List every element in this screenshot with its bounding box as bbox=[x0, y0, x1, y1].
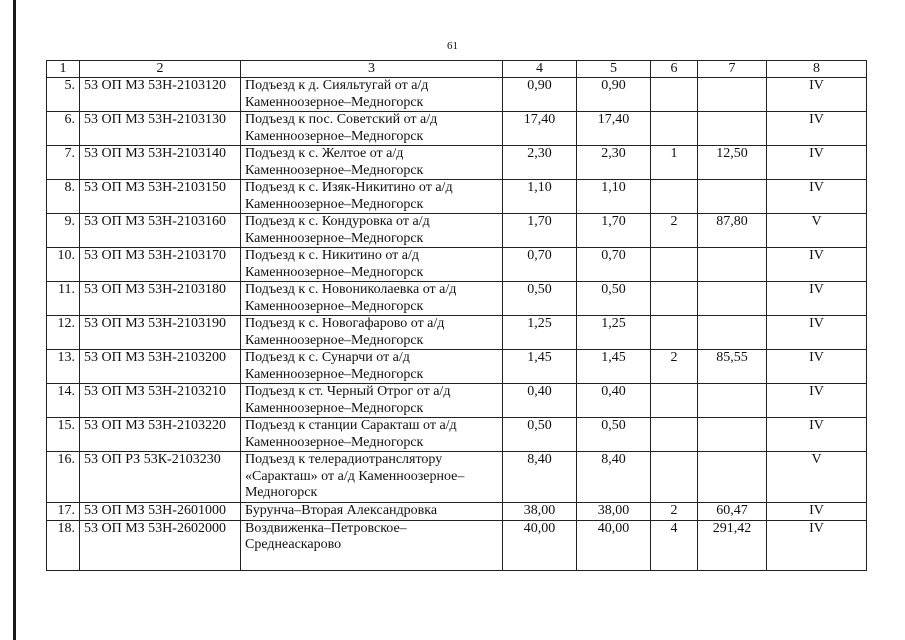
col5-value-cell: 40,00 bbox=[577, 520, 651, 570]
col8-value-cell: IV bbox=[767, 520, 867, 570]
road-name-cell bbox=[241, 180, 503, 214]
road-code-cell: 53 ОП МЗ 53Н-2103210 bbox=[80, 384, 241, 418]
row-number-cell: 13. bbox=[47, 350, 80, 384]
col-header-6: 6 bbox=[651, 61, 698, 78]
road-name-line: Каменноозерное–Медногорск bbox=[245, 298, 424, 314]
row-number-cell: 14. bbox=[47, 384, 80, 418]
road-name-cell bbox=[241, 384, 503, 418]
road-name-cell bbox=[241, 214, 503, 248]
col8-value-cell: IV bbox=[767, 350, 867, 384]
col8-value-cell: IV bbox=[767, 316, 867, 350]
col7-value-cell: 87,80 bbox=[698, 214, 767, 248]
table-row bbox=[47, 418, 867, 452]
col7-value-cell bbox=[698, 282, 767, 316]
road-name-line: Подъезд к с. Желтое от а/д bbox=[245, 146, 404, 161]
row-number-cell: 17. bbox=[47, 503, 80, 521]
row-number-cell: 16. bbox=[47, 452, 80, 503]
table-row bbox=[47, 180, 867, 214]
road-name-line: Каменноозерное–Медногорск bbox=[245, 366, 424, 382]
road-name-line: Бурунча–Вторая Александровка bbox=[245, 503, 438, 518]
col5-value-cell: 0,70 bbox=[577, 248, 651, 282]
road-code-cell: 53 ОП МЗ 53Н-2103140 bbox=[80, 146, 241, 180]
row-number-cell: 8. bbox=[47, 180, 80, 214]
col8-value-cell: IV bbox=[767, 78, 867, 112]
road-name-line: «Саракташ» от а/д Каменноозерное– bbox=[245, 468, 465, 484]
road-name-cell bbox=[241, 78, 503, 112]
road-name-line: Каменноозерное–Медногорск bbox=[245, 434, 424, 450]
road-code-cell: 53 ОП МЗ 53Н-2602000 bbox=[80, 520, 241, 570]
table-row bbox=[47, 112, 867, 146]
col4-value-cell: 17,40 bbox=[503, 112, 577, 146]
table-row bbox=[47, 316, 867, 350]
col8-value-cell: IV bbox=[767, 503, 867, 521]
col-header-4: 4 bbox=[503, 61, 577, 78]
road-name-line: Подъезд к с. Изяк-Никитино от а/д bbox=[245, 180, 453, 195]
table-row bbox=[47, 214, 867, 248]
roads-table bbox=[46, 60, 867, 571]
road-name-line: Среднеаскарово bbox=[245, 537, 342, 552]
col4-value-cell: 1,25 bbox=[503, 316, 577, 350]
col7-value-cell bbox=[698, 418, 767, 452]
road-name-line: Подъезд к с. Новогафарово от а/д bbox=[245, 316, 445, 331]
table-row bbox=[47, 146, 867, 180]
table-row bbox=[47, 520, 867, 570]
road-name-line: Подъезд к ст. Черный Отрог от а/д bbox=[245, 384, 451, 399]
road-code-cell: 53 ОП РЗ 53К-2103230 bbox=[80, 452, 241, 503]
col6-value-cell: 2 bbox=[651, 214, 698, 248]
road-name-cell bbox=[241, 520, 503, 570]
col8-value-cell: IV bbox=[767, 282, 867, 316]
col6-value-cell bbox=[651, 316, 698, 350]
col8-value-cell: IV bbox=[767, 248, 867, 282]
col5-value-cell: 1,45 bbox=[577, 350, 651, 384]
col5-value-cell: 17,40 bbox=[577, 112, 651, 146]
col8-value-cell: IV bbox=[767, 418, 867, 452]
table-row bbox=[47, 452, 867, 503]
road-code-cell: 53 ОП МЗ 53Н-2601000 bbox=[80, 503, 241, 521]
col6-value-cell bbox=[651, 112, 698, 146]
road-code-cell: 53 ОП МЗ 53Н-2103170 bbox=[80, 248, 241, 282]
col4-value-cell: 40,00 bbox=[503, 520, 577, 570]
road-name-line: Каменноозерное–Медногорск bbox=[245, 400, 424, 416]
road-code-cell: 53 ОП МЗ 53Н-2103180 bbox=[80, 282, 241, 316]
road-name-line: Подъезд к с. Сунарчи от а/д bbox=[245, 350, 410, 365]
col6-value-cell bbox=[651, 452, 698, 503]
col4-value-cell: 0,90 bbox=[503, 78, 577, 112]
road-name-line: Подъезд к телерадиотранслятору bbox=[245, 452, 443, 467]
col4-value-cell: 0,40 bbox=[503, 384, 577, 418]
col5-value-cell: 0,50 bbox=[577, 418, 651, 452]
col6-value-cell: 1 bbox=[651, 146, 698, 180]
row-number-cell: 5. bbox=[47, 78, 80, 112]
col7-value-cell bbox=[698, 384, 767, 418]
col4-value-cell: 2,30 bbox=[503, 146, 577, 180]
col6-value-cell: 4 bbox=[651, 520, 698, 570]
col5-value-cell: 1,10 bbox=[577, 180, 651, 214]
col7-value-cell: 85,55 bbox=[698, 350, 767, 384]
col7-value-cell bbox=[698, 316, 767, 350]
col4-value-cell: 1,10 bbox=[503, 180, 577, 214]
col-header-2: 2 bbox=[80, 61, 241, 78]
table-row bbox=[47, 503, 867, 521]
col6-value-cell bbox=[651, 248, 698, 282]
road-name-cell bbox=[241, 350, 503, 384]
row-number-cell: 10. bbox=[47, 248, 80, 282]
page-number: 61 bbox=[447, 40, 458, 52]
col5-value-cell: 1,25 bbox=[577, 316, 651, 350]
col8-value-cell: IV bbox=[767, 146, 867, 180]
col7-value-cell bbox=[698, 180, 767, 214]
row-number-cell: 15. bbox=[47, 418, 80, 452]
col-header-5: 5 bbox=[577, 61, 651, 78]
road-name-line: Подъезд к пос. Советский от а/д bbox=[245, 112, 438, 127]
row-number-cell: 6. bbox=[47, 112, 80, 146]
road-name-line: Каменноозерное–Медногорск bbox=[245, 196, 424, 212]
row-number-cell: 12. bbox=[47, 316, 80, 350]
col7-value-cell bbox=[698, 248, 767, 282]
road-code-cell: 53 ОП МЗ 53Н-2103160 bbox=[80, 214, 241, 248]
left-edge-line bbox=[13, 0, 16, 640]
road-name-cell bbox=[241, 112, 503, 146]
col4-value-cell: 8,40 bbox=[503, 452, 577, 503]
road-name-line: Каменноозерное–Медногорск bbox=[245, 94, 424, 110]
table-row bbox=[47, 282, 867, 316]
col5-value-cell: 38,00 bbox=[577, 503, 651, 521]
col7-value-cell: 291,42 bbox=[698, 520, 767, 570]
col6-value-cell bbox=[651, 282, 698, 316]
road-code-cell: 53 ОП МЗ 53Н-2103150 bbox=[80, 180, 241, 214]
table-row bbox=[47, 350, 867, 384]
col-header-8: 8 bbox=[767, 61, 867, 78]
col5-value-cell: 0,90 bbox=[577, 78, 651, 112]
road-name-line: Каменноозерное–Медногорск bbox=[245, 264, 424, 280]
col5-value-cell: 1,70 bbox=[577, 214, 651, 248]
col4-value-cell: 1,70 bbox=[503, 214, 577, 248]
road-code-cell: 53 ОП МЗ 53Н-2103190 bbox=[80, 316, 241, 350]
table-header-row bbox=[47, 61, 867, 78]
table-row bbox=[47, 384, 867, 418]
table-row bbox=[47, 78, 867, 112]
road-name-line: Каменноозерное–Медногорск bbox=[245, 128, 424, 144]
col8-value-cell: V bbox=[767, 452, 867, 503]
col7-value-cell bbox=[698, 78, 767, 112]
col4-value-cell: 1,45 bbox=[503, 350, 577, 384]
col6-value-cell bbox=[651, 418, 698, 452]
col5-value-cell: 2,30 bbox=[577, 146, 651, 180]
col6-value-cell bbox=[651, 180, 698, 214]
road-name-cell bbox=[241, 452, 503, 503]
road-name-line: Медногорск bbox=[245, 485, 318, 500]
road-code-cell: 53 ОП МЗ 53Н-2103120 bbox=[80, 78, 241, 112]
row-number-cell: 11. bbox=[47, 282, 80, 316]
col5-value-cell: 0,40 bbox=[577, 384, 651, 418]
col8-value-cell: IV bbox=[767, 112, 867, 146]
col4-value-cell: 0,50 bbox=[503, 418, 577, 452]
road-name-cell bbox=[241, 146, 503, 180]
road-code-cell: 53 ОП МЗ 53Н-2103200 bbox=[80, 350, 241, 384]
col8-value-cell: IV bbox=[767, 384, 867, 418]
road-name-cell bbox=[241, 503, 503, 521]
col4-value-cell: 0,50 bbox=[503, 282, 577, 316]
table-row bbox=[47, 248, 867, 282]
road-name-cell bbox=[241, 248, 503, 282]
row-number-cell: 7. bbox=[47, 146, 80, 180]
road-code-cell: 53 ОП МЗ 53Н-2103130 bbox=[80, 112, 241, 146]
road-name-cell bbox=[241, 316, 503, 350]
col5-value-cell: 0,50 bbox=[577, 282, 651, 316]
road-code-cell: 53 ОП МЗ 53Н-2103220 bbox=[80, 418, 241, 452]
col-header-3: 3 bbox=[241, 61, 503, 78]
col6-value-cell: 2 bbox=[651, 503, 698, 521]
road-name-line: Воздвиженка–Петровское– bbox=[245, 520, 407, 536]
road-name-cell bbox=[241, 282, 503, 316]
road-name-line: Подъезд к с. Новониколаевка от а/д bbox=[245, 282, 457, 297]
col8-value-cell: IV bbox=[767, 180, 867, 214]
road-name-cell bbox=[241, 418, 503, 452]
col7-value-cell: 12,50 bbox=[698, 146, 767, 180]
col-header-7: 7 bbox=[698, 61, 767, 78]
row-number-cell: 18. bbox=[47, 520, 80, 570]
row-number-cell: 9. bbox=[47, 214, 80, 248]
col8-value-cell: V bbox=[767, 214, 867, 248]
col4-value-cell: 38,00 bbox=[503, 503, 577, 521]
col5-value-cell: 8,40 bbox=[577, 452, 651, 503]
col7-value-cell bbox=[698, 112, 767, 146]
col6-value-cell bbox=[651, 384, 698, 418]
road-name-line: Каменноозерное–Медногорск bbox=[245, 162, 424, 178]
road-name-line: Каменноозерное–Медногорск bbox=[245, 230, 424, 246]
col6-value-cell bbox=[651, 78, 698, 112]
col7-value-cell bbox=[698, 452, 767, 503]
road-name-line: Подъезд к станции Саракташ от а/д bbox=[245, 418, 457, 433]
col7-value-cell: 60,47 bbox=[698, 503, 767, 521]
road-name-line: Каменноозерное–Медногорск bbox=[245, 332, 424, 348]
road-name-line: Подъезд к д. Сияльтугай от а/д bbox=[245, 78, 429, 93]
col4-value-cell: 0,70 bbox=[503, 248, 577, 282]
road-name-line: Подъезд к с. Кондуровка от а/д bbox=[245, 214, 430, 229]
col-header-1: 1 bbox=[47, 61, 80, 78]
road-name-line: Подъезд к с. Никитино от а/д bbox=[245, 248, 420, 263]
col6-value-cell: 2 bbox=[651, 350, 698, 384]
